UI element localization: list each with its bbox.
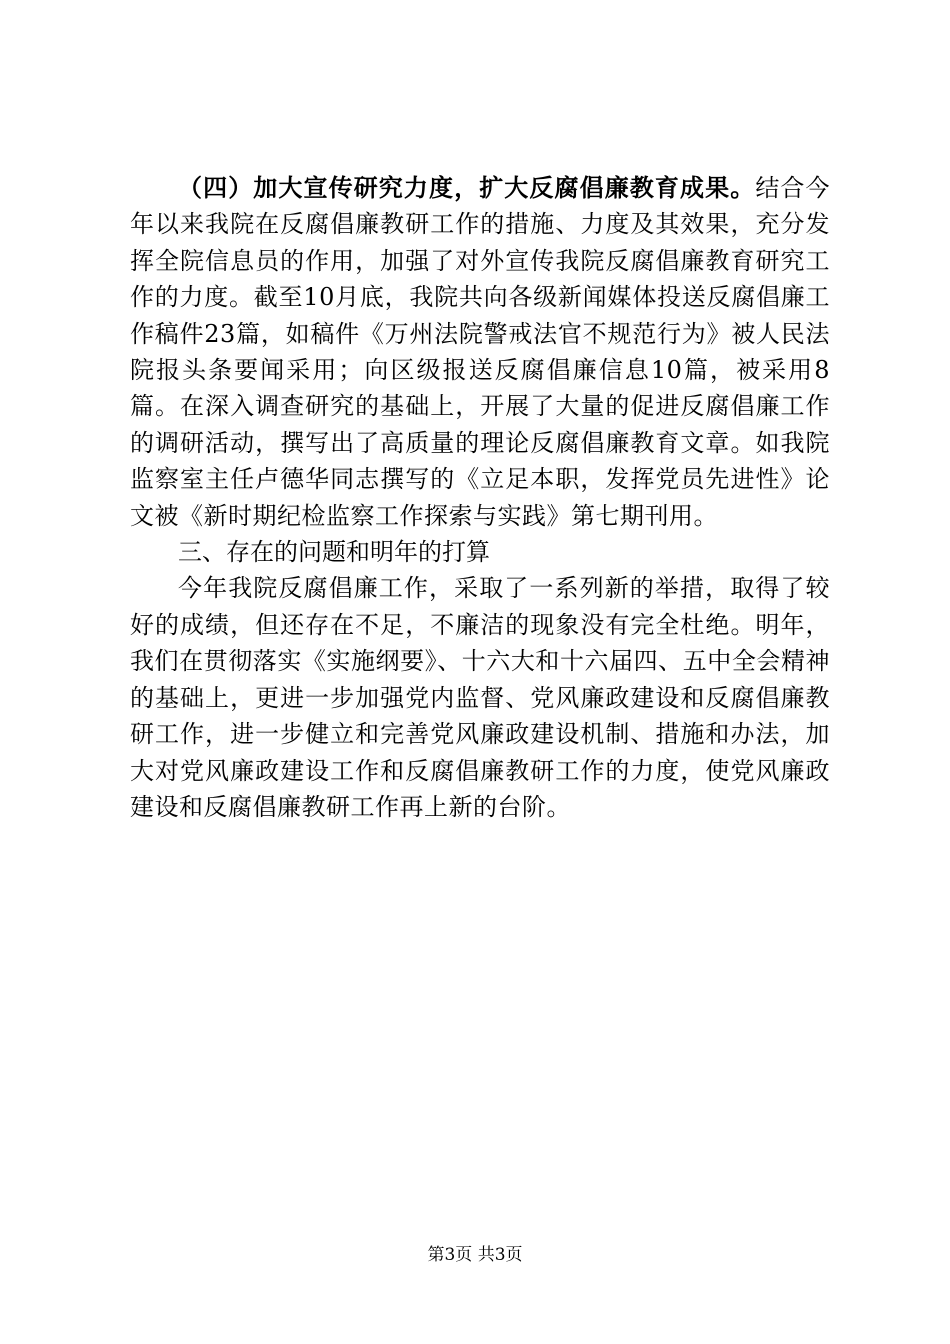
section-4-paragraph bbox=[130, 170, 830, 534]
section-3-paragraph: 今年我院反腐倡廉工作，采取了一系列新的举措，取得了较好的成绩，但还存在不足，不廉洁的现象没有完全杜绝。明年，我们在贯彻落实《实施纲要》、十六大和十六届四、五中全会精神的基础上，更进一步加强党内监督、党风廉政建设和反腐倡廉教研工作，进一步健立和完善党风廉政建设机制、措施和办法，加大对党风廉政建设工作和反腐倡廉教研工作的力度，使党风廉政建设和反腐倡廉教研工作再上新的台阶。 bbox=[130, 574, 830, 821]
page-number-footer: 第3页 共3页 bbox=[427, 1245, 523, 1265]
section-4-lead: （四）加大宣传研究力度，扩大反腐倡廉教育成果。 bbox=[178, 174, 756, 202]
document-body bbox=[130, 170, 830, 825]
section-4-body: 结合今年以来我院在反腐倡廉教研工作的措施、力度及其效果，充分发挥全院信息员的作用，加强了对外宣传我院反腐倡廉教育研究工作的力度。截至10月底，我院共向各级新闻媒体投送反腐倡廉工作稿件23篇，如稿件《万州法院警戒法官不规范行为》被人民法院报头条要闻采用；向区级报送反腐倡廉信息10篇，被采用8篇。在深入调查研究的基础上，开展了大量的促进反腐倡廉工作的调研活动，撰写出了高质量的理论反腐倡廉教育文章。如我院监察室主任卢德华同志撰写的《立足本职，发挥党员先进性》论文被《新时期纪检监察工作探索与实践》第七期刊用。 bbox=[130, 174, 831, 530]
section-3-heading: 三、存在的问题和明年的打算 bbox=[178, 538, 490, 567]
